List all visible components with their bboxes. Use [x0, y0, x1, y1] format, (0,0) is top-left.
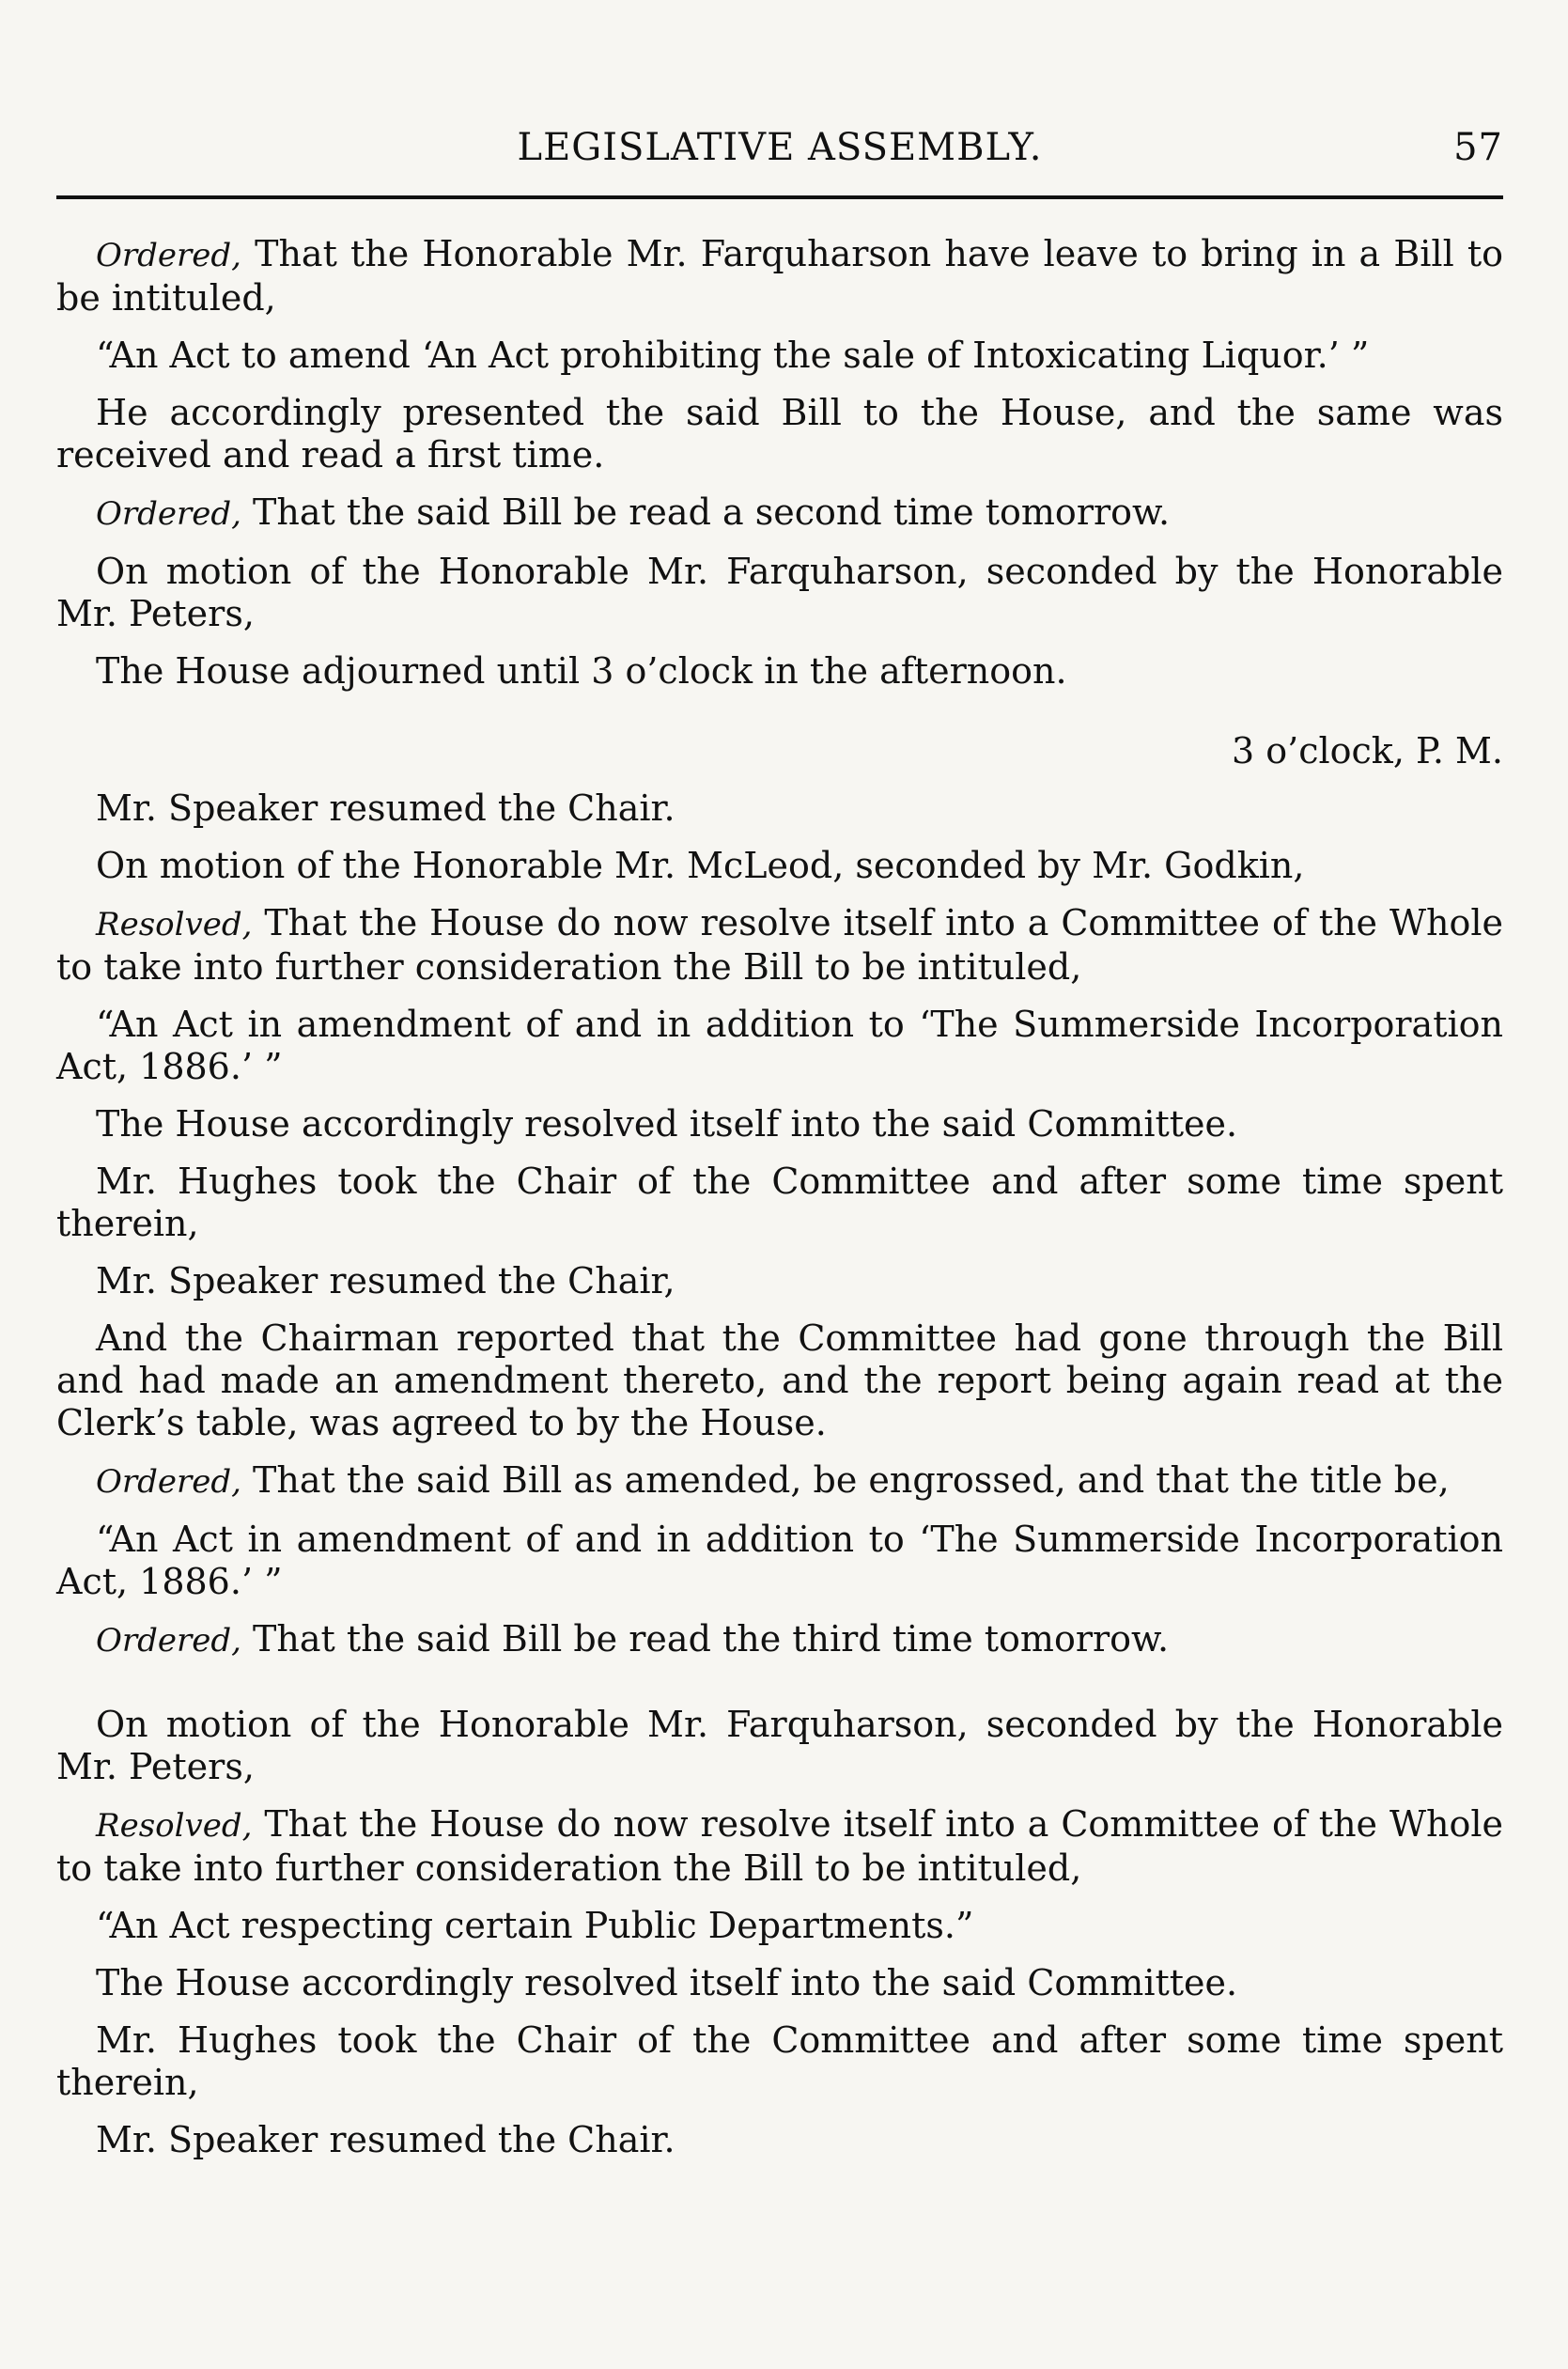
paragraph — [56, 1803, 1503, 1890]
running-title: LEGISLATIVE ASSEMBLY. — [517, 126, 1043, 169]
paragraph — [56, 787, 1503, 830]
paragraph-text: The House adjourned until 3 o’clock in the afternoon. — [96, 650, 1067, 692]
paragraph — [56, 1161, 1503, 1245]
paragraph-text: On motion of the Honorable Mr. Farquharson, seconded by the Honorable Mr. Peters, — [56, 1704, 1503, 1787]
paragraph-lead-word: Ordered, — [96, 495, 241, 533]
paragraph-lead-word: Ordered, — [96, 1463, 241, 1501]
paragraph-text: “An Act respecting certain Public Departments.” — [96, 1905, 974, 1946]
paragraph — [56, 1962, 1503, 2004]
paragraph — [56, 491, 1503, 536]
paragraph — [56, 233, 1503, 320]
paragraph-text: Mr. Speaker resumed the Chair, — [96, 1260, 675, 1301]
paragraph-text: Mr. Hughes took the Chair of the Committee and after some time spent therein, — [56, 2019, 1503, 2103]
paragraph — [56, 1905, 1503, 1947]
paragraph — [56, 1317, 1503, 1444]
morning-proceedings — [56, 233, 1503, 693]
paragraph — [56, 1519, 1503, 1603]
paragraph-text: He accordingly presented the said Bill to the House, and the same was received and read a first time. — [56, 392, 1503, 475]
paragraph-text: That the said Bill as amended, be engrossed, and that the title be, — [241, 1459, 1450, 1501]
page-number: 57 — [1453, 126, 1503, 169]
journal-page — [56, 122, 1503, 2176]
paragraph — [56, 335, 1503, 377]
paragraph-text: Mr. Speaker resumed the Chair. — [96, 2119, 675, 2160]
paragraph-text: The House accordingly resolved itself into the said Committee. — [96, 1103, 1238, 1145]
paragraph-text: And the Chairman reported that the Committee had gone through the Bill and had made an amendment thereto, and the report being again read at the Clerk’s table, was agreed to by the House. — [56, 1317, 1503, 1443]
paragraph — [56, 2019, 1503, 2104]
paragraph-lead-word: Resolved, — [96, 1807, 253, 1845]
paragraph — [56, 1459, 1503, 1504]
header-rule — [56, 195, 1503, 199]
paragraph — [56, 551, 1503, 635]
paragraph — [56, 1004, 1503, 1088]
section-gap — [56, 1677, 1503, 1704]
paragraph — [56, 1260, 1503, 1302]
paragraph-text: Mr. Speaker resumed the Chair. — [96, 787, 675, 829]
paragraph — [56, 1618, 1503, 1662]
paragraph-text: On motion of the Honorable Mr. McLeod, seconded by Mr. Godkin, — [96, 845, 1305, 886]
paragraph — [56, 845, 1503, 887]
paragraph-text: The House accordingly resolved itself into the said Committee. — [96, 1962, 1238, 2003]
time-heading: 3 o’clock, P. M. — [1231, 730, 1503, 771]
paragraph-text: That the House do now resolve itself into a Committee of the Whole to take into further consideration the Bill to be intituled, — [56, 1803, 1503, 1889]
page-header — [56, 122, 1503, 179]
paragraph-text: “An Act in amendment of and in addition to ‘The Summerside Incorporation Act, 1886.’ ” — [56, 1519, 1503, 1602]
paragraph-lead-word: Resolved, — [96, 906, 253, 943]
paragraph — [56, 2119, 1503, 2161]
paragraph-text: Mr. Hughes took the Chair of the Committee and after some time spent therein, — [56, 1161, 1503, 1244]
paragraph — [56, 392, 1503, 476]
paragraph-text: That the Honorable Mr. Farquharson have leave to bring in a Bill to be intituled, — [56, 233, 1503, 319]
afternoon-proceedings — [56, 787, 1503, 1662]
paragraph-text: “An Act in amendment of and in addition to ‘The Summerside Incorporation Act, 1886.’ ” — [56, 1004, 1503, 1087]
departments-bill-proceedings — [56, 1704, 1503, 2161]
journal-body — [56, 233, 1503, 2161]
paragraph-lead-word: Ordered, — [96, 1622, 241, 1660]
paragraph-text: “An Act to amend ‘An Act prohibiting the sale of Intoxicating Liquor.’ ” — [96, 335, 1370, 376]
paragraph-text: That the said Bill be read a second time tomorrow. — [241, 491, 1171, 533]
paragraph-lead-word: Ordered, — [96, 237, 241, 274]
paragraph — [56, 1704, 1503, 1788]
paragraph-text: That the said Bill be read the third time tomorrow. — [241, 1618, 1170, 1660]
paragraph — [56, 902, 1503, 989]
paragraph — [56, 650, 1503, 693]
paragraph-text: On motion of the Honorable Mr. Farquharson, seconded by the Honorable Mr. Peters, — [56, 551, 1503, 634]
paragraph-text: That the House do now resolve itself into a Committee of the Whole to take into further consideration the Bill to be intituled, — [56, 902, 1503, 988]
paragraph — [56, 1103, 1503, 1146]
